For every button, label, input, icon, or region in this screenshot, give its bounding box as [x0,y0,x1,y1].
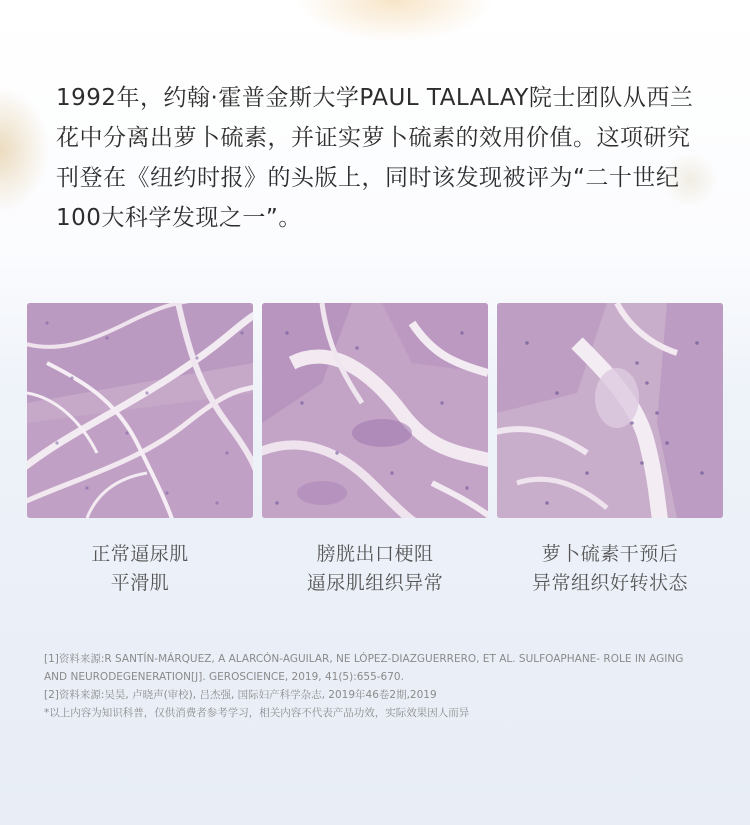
caption-obstruction-line2: 逼尿肌组织异常 [306,572,444,594]
caption-normal-line1: 正常逼尿肌 [91,543,189,565]
reference-1: [1]资料来源:R SANTÍN-MÁRQUEZ, A ALARCÓN-AGUILAR, NE LÓPEZ-DIAZGUERRERO, ET AL. SULFOAPHANE- ROLE IN AGING AND NEURODEGENERATION[J]. GEROSCIENCE, 2019, 41(5):655-670. [44,653,684,683]
caption-normal [27,540,253,598]
reference-2: [2]资料来源:吴昊, 卢晓声(审校), 吕杰强, 国际妇产科学杂志, 2019年46卷2期,2019 [44,689,437,701]
caption-treated-line2: 异常组织好转状态 [531,572,688,594]
caption-obstruction [262,540,488,598]
caption-obstruction-line1: 膀胱出口梗阻 [316,543,434,565]
disclaimer: *以上内容为知识科普，仅供消费者参考学习，相关内容不代表产品功效，实际效果因人而异 [44,707,470,719]
references [44,650,704,722]
histology-image-normal [27,303,253,518]
tissue-obstruction-svg [262,303,488,518]
histology-image-obstruction [262,303,488,518]
histology-panels [27,303,723,518]
caption-treated-line1: 萝卜硫素干预后 [541,543,679,565]
caption-treated [497,540,723,598]
intro-paragraph: 1992年，约翰·霍普金斯大学PAUL TALALAY院士团队从西兰花中分离出萝卜硫素，并证实萝卜硫素的效用价值。这项研究刊登在《纽约时报》的头版上，同时该发现被评为“二十世纪100大科学发现之一”。 [56,85,694,231]
histology-image-treated [497,303,723,518]
tissue-treated-svg [497,303,723,518]
tissue-normal-svg [27,303,253,518]
caption-normal-line2: 平滑肌 [110,572,170,594]
